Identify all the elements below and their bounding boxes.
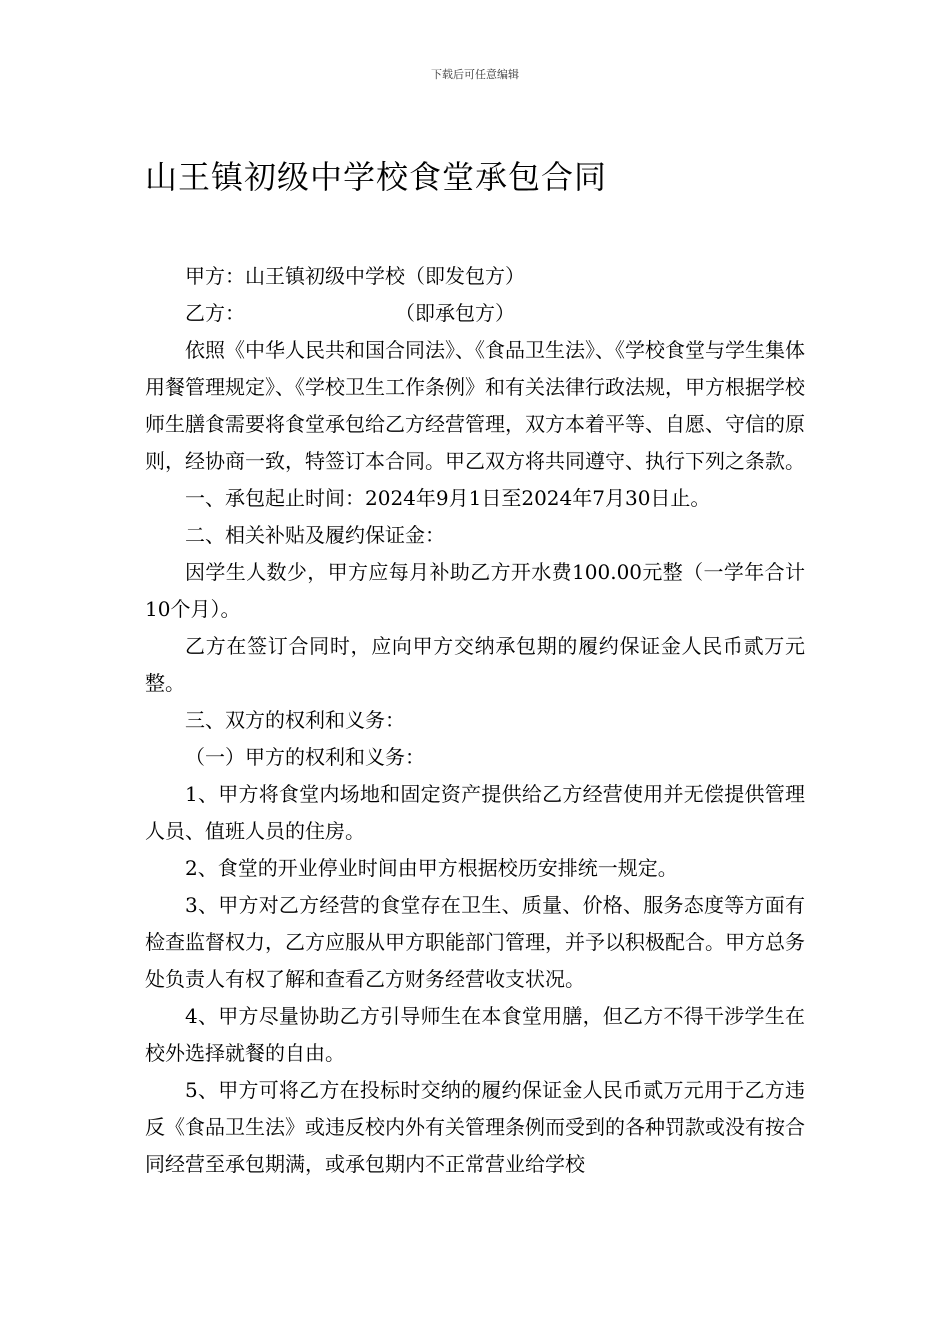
paragraph-preamble: 依照《中华人民共和国合同法》、《食品卫生法》、《学校食堂与学生集体用餐管理规定》、《学校卫生工作条例》和有关法律行政法规，甲方根据学校师生膳食需要将食堂承包给乙方经营管理，双方本着平等、自愿、守信的原则，经协商一致，特签订本合同。甲乙双方将共同遵守、执行下列之条款。 [145, 338, 805, 473]
clause-4: 4、甲方尽量协助乙方引导师生在本食堂用膳，但乙方不得干涉学生在校外选择就餐的自由。 [145, 1004, 805, 1065]
party-b-label: 乙方： [185, 301, 245, 325]
document-title: 山王镇初级中学校食堂承包合同 [145, 158, 608, 196]
header-note: 下载后可任意编辑 [431, 68, 519, 81]
party-b-blank [245, 295, 395, 332]
clause-3: 3、甲方对乙方经营的食堂存在卫生、质量、价格、服务态度等方面有检查监督权力，乙方应服从甲方职能部门管理，并予以积极配合。甲方总务处负责人有权了解和查看乙方财务经营收支状况。 [145, 893, 805, 991]
clause-2: 2、食堂的开业停业时间由甲方根据校历安排统一规定。 [185, 856, 678, 880]
paragraph-term: 一、承包起止时间：2024年9月1日至2024年7月30日止。 [185, 486, 711, 510]
party-b-role: （即承包方） [395, 301, 515, 325]
paragraph-rights-heading: 三、双方的权利和义务： [185, 708, 405, 732]
contract-body [145, 258, 805, 1183]
clause-5: 5、甲方可将乙方在投标时交纳的履约保证金人民币贰万元用于乙方违反《食品卫生法》或违反校内外有关管理条例而受到的各种罚款或没有按合同经营至承包期满，或承包期内不正常营业给学校 [145, 1078, 805, 1176]
paragraph-party-a-rights-heading: （一）甲方的权利和义务： [185, 745, 425, 769]
paragraph-deposit: 乙方在签订合同时，应向甲方交纳承包期的履约保证金人民币贰万元整。 [145, 634, 805, 695]
paragraph-subsidy-heading: 二、相关补贴及履约保证金： [185, 523, 445, 547]
clause-1: 1、甲方将食堂内场地和固定资产提供给乙方经营使用并无偿提供管理人员、值班人员的住房。 [145, 782, 805, 843]
party-b-line [145, 295, 805, 332]
party-a-line: 甲方：山王镇初级中学校（即发包方） [185, 264, 525, 288]
paragraph-subsidy: 因学生人数少，甲方应每月补助乙方开水费100.00元整（一学年合计10个月）。 [145, 560, 805, 621]
